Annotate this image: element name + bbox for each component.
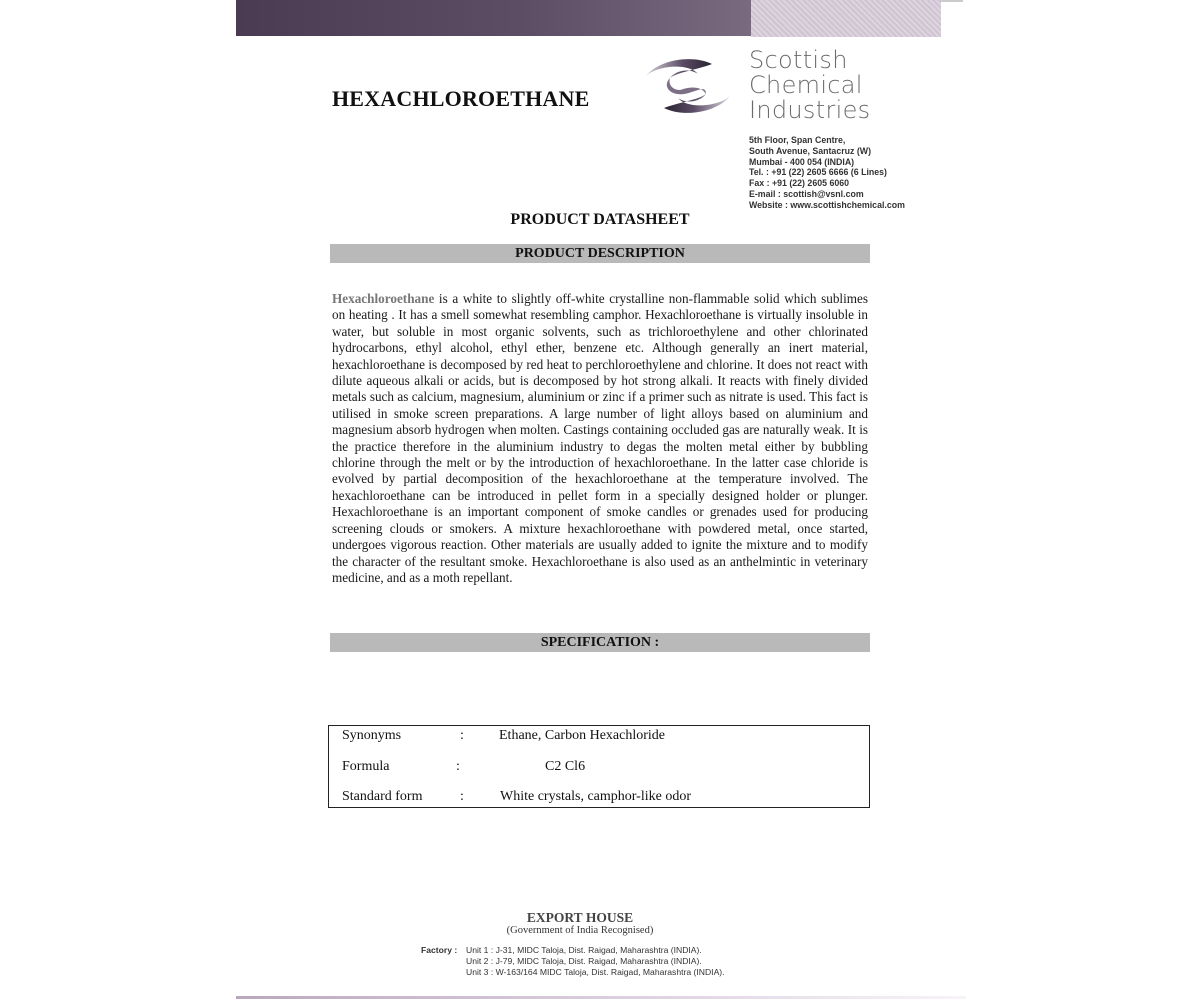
factory-unit: Unit 2 : J-79, MIDC Taloja, Dist. Raigad, Maharashtra (INDIA). [466, 956, 702, 966]
company-name-line: Scottish [749, 46, 848, 74]
description-lead-term: Hexachloroethane [332, 291, 435, 306]
spec-row-formula [329, 759, 869, 779]
description-body: is a white to slightly off-white crystalline non-flammable solid which sublimes on heating . It has a smell somewhat resembling camphor. Hexachloroethane is virtually insoluble in water, but soluble in most organic solvents, such as trichloroethylene and other chlorinated hydrocarbons, ethyl alcohol, ethyl ether, benzene etc. Although generally an inert material, hexachloroethane is decomposed by red heat to perchloroethylene and chlorine. It does not react with dilute aqueous alkali or acids, but is decomposed by hot strong alkali. It reacts with finely divided metals such as calcium, magnesium, aluminium or zinc if a primer such as nitrate is used. This fact is utilised in smoke screen preparations. A large number of light alloys based on aluminium and magnesium absorb hydrogen when molten. Castings containing occluded gas are naturally weak. It is the practice therefore in the aluminium industry to degas the molten metal either by bubbling chlorine through the melt or by the introduction of hexachloroethane. In the latter case chloride is evolved by partial decomposition of the hexachloroethane at the temperature involved. The hexachloroethane can be introduced in pellet form in a specially designed holder or plunger. Hexachloroethane is an important component of smoke candles or grenades used for producing screening clouds or smokers. A mixture hexachloroethane with powdered metal, once started, undergoes vigorous reaction. Other materials are usually added to ignite the mixture and to modify the character of the resultant smoke. Hexachloroethane is also used as an anthelmintic in veterinary medicine, and as a moth repellant. [332, 291, 868, 585]
company-name-line: Chemical [749, 71, 863, 99]
factory-units [466, 945, 725, 978]
address-email: E-mail : scottish@vsnl.com [749, 188, 864, 199]
specification-table [328, 725, 870, 808]
product-title: HEXACHLOROETHANE [332, 86, 590, 111]
spec-row-synonyms [329, 728, 869, 748]
company-name [749, 48, 939, 123]
company-address [749, 135, 949, 211]
company-logo-icon [640, 54, 736, 118]
product-description-text [332, 291, 868, 586]
government-recognition: (Government of India Recognised) [506, 925, 654, 936]
address-website: Website : www.scottishchemical.com [749, 199, 905, 210]
spec-separator: : [460, 728, 464, 743]
spec-value: C2 Cl6 [545, 759, 586, 774]
spec-separator: : [460, 789, 464, 804]
address-line: 5th Floor, Span Centre, [749, 135, 846, 145]
export-house-label: EXPORT HOUSE [526, 910, 634, 925]
header-band [236, 0, 751, 36]
spec-label: Formula [342, 759, 390, 774]
address-phone: Tel. : +91 (22) 2605 6666 (6 Lines) [749, 167, 887, 178]
address-line: Mumbai - 400 054 (INDIA) [749, 156, 855, 167]
spec-value: Ethane, Carbon Hexachloride [499, 728, 665, 743]
spec-value: White crystals, camphor-like odor [500, 789, 691, 804]
spec-row-standard-form [329, 789, 869, 809]
spec-separator: : [456, 759, 460, 774]
company-name-line: Industries [749, 96, 871, 124]
product-description-heading: PRODUCT DESCRIPTION [330, 244, 870, 263]
footer-rule [236, 996, 966, 999]
factory-unit: Unit 3 : W-163/164 MIDC Taloja, Dist. Raigad, Maharashtra (INDIA). [466, 967, 725, 977]
specification-heading: SPECIFICATION : [330, 633, 870, 652]
address-line: South Avenue, Santacruz (W) [749, 145, 872, 156]
spec-label: Standard form [342, 789, 423, 804]
factory-label: Factory : [421, 945, 458, 955]
header-rule [941, 0, 963, 2]
header-band-light [751, 0, 941, 37]
address-fax: Fax : +91 (22) 2605 6060 [749, 178, 850, 189]
factory-unit: Unit 1 : J-31, MIDC Taloja, Dist. Raigad, Maharashtra (INDIA). [466, 945, 702, 955]
datasheet-title: PRODUCT DATASHEET [510, 211, 690, 228]
spec-label: Synonyms [342, 728, 402, 743]
